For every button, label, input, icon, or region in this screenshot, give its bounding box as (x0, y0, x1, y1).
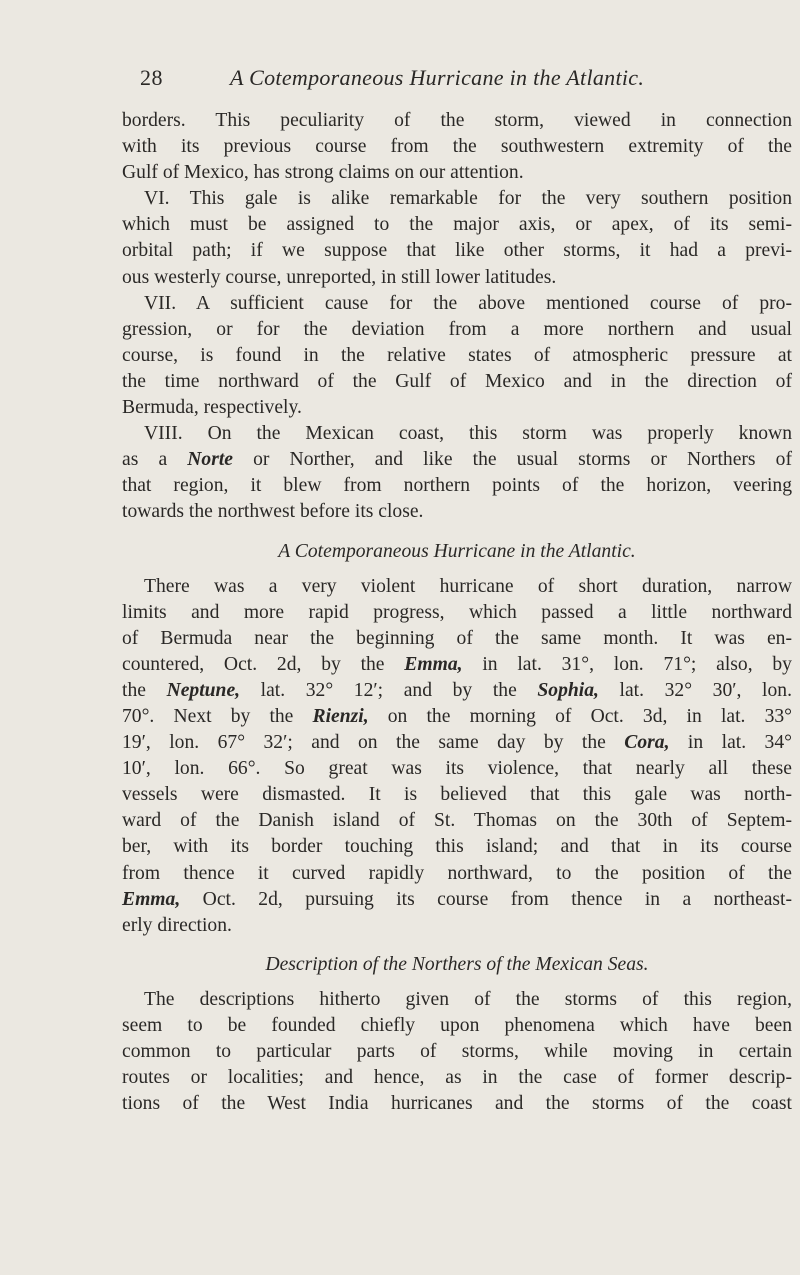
text-line: 10′, lon. 66°. So great was its violence, that nearly all these (122, 758, 792, 780)
text-run: 70°. Next by the (122, 705, 313, 727)
text-line: tions of the West India hurricanes and the storms of the coast (122, 1093, 792, 1115)
text-run: lat. 32° 30′, lon. (598, 679, 792, 701)
text-line: from thence it curved rapidly northward, to the position of the (122, 862, 792, 884)
text-line: ber, with its border touching this island; and that in its course (122, 836, 792, 858)
page-number: 28 (140, 65, 163, 90)
text-line: Bermuda, respectively. (122, 397, 302, 419)
text-line: VI. This gale is alike remarkable for the very southern position (144, 188, 792, 210)
section-heading: A Cotemporaneous Hurricane in the Atlantic. (278, 540, 636, 562)
text-line: Gulf of Mexico, has strong claims on our attention. (122, 162, 524, 184)
ship-name-neptune: Neptune, (166, 679, 241, 701)
text-line: ward of the Danish island of St. Thomas on the 30th of Septem- (122, 810, 792, 832)
text-line: erly direction. (122, 914, 232, 936)
text-line: with its previous course from the southwestern extremity of the (122, 136, 792, 158)
page-body (122, 108, 792, 1117)
ship-name-emma: Emma, (404, 653, 463, 675)
text-line (122, 704, 792, 730)
text-run: countered, Oct. 2d, by the (122, 653, 405, 675)
text-line: ous westerly course, unreported, in still lower latitudes. (122, 266, 557, 288)
text-line: routes or localities; and hence, as in the case of former descrip- (122, 1067, 792, 1089)
text-line: which must be assigned to the major axis, or apex, of its semi- (122, 214, 792, 236)
text-run: lat. 32° 12′; and by the (240, 679, 538, 701)
text-line (122, 652, 792, 678)
text-run: on the morning of Oct. 3d, in lat. 33° (368, 705, 792, 727)
ship-name-cora: Cora, (624, 732, 670, 754)
text-line: borders. This peculiarity of the storm, viewed in connection (122, 110, 792, 131)
text-run: Oct. 2d, pursuing its course from thence in a northeast- (180, 888, 792, 910)
text-line: common to particular parts of storms, while moving in certain (122, 1041, 792, 1062)
text-line: orbital path; if we suppose that like other storms, it had a previ- (122, 240, 792, 262)
text-line (122, 678, 792, 704)
text-line (122, 730, 792, 756)
section-heading: Description of the Northers of the Mexican Seas. (265, 953, 649, 975)
text-line: VIII. On the Mexican coast, this storm was properly known (144, 423, 792, 445)
text-line: The descriptions hitherto given of the storms of this region, (144, 988, 792, 1010)
text-line: There was a very violent hurricane of short duration, narrow (144, 575, 792, 597)
text-run: in lat. 31°, lon. 71°; also, by (462, 653, 792, 675)
text-line: VII. A sufficient cause for the above mentioned course of pro- (144, 292, 792, 314)
text-line: course, is found in the relative states of atmospheric pressure at (122, 344, 792, 366)
text-line: vessels were dismasted. It is believed that this gale was north- (122, 784, 792, 806)
running-head: A Cotemporaneous Hurricane in the Atlantic. (230, 65, 645, 90)
text-line: seem to be founded chiefly upon phenomena which have been (122, 1014, 792, 1036)
text-line: towards the northwest before its close. (122, 501, 424, 523)
ship-name-sophia: Sophia, (537, 679, 599, 701)
text-line: of Bermuda near the beginning of the same month. It was en- (122, 627, 792, 649)
emphasis-norte: Norte (187, 449, 233, 471)
text-run: as a (122, 449, 188, 471)
text-line: the time northward of the Gulf of Mexico and in the direction of (122, 370, 792, 392)
text-run: or Norther, and like the usual storms or Northers of (232, 449, 792, 471)
text-line (122, 887, 792, 913)
text-run: 19′, lon. 67° 32′; and on the same day by the (122, 732, 625, 754)
text-line: gression, or for the deviation from a more northern and usual (122, 318, 792, 340)
text-line: limits and more rapid progress, which passed a little northward (122, 601, 792, 623)
text-run: the (122, 679, 167, 701)
ship-name-emma: Emma, (122, 888, 181, 910)
ship-name-rienzi: Rienzi, (312, 705, 369, 727)
page-header (140, 62, 760, 94)
text-line: that region, it blew from northern points of the horizon, veering (122, 475, 792, 497)
text-line (122, 447, 792, 473)
text-run: in lat. 34° (669, 732, 792, 754)
